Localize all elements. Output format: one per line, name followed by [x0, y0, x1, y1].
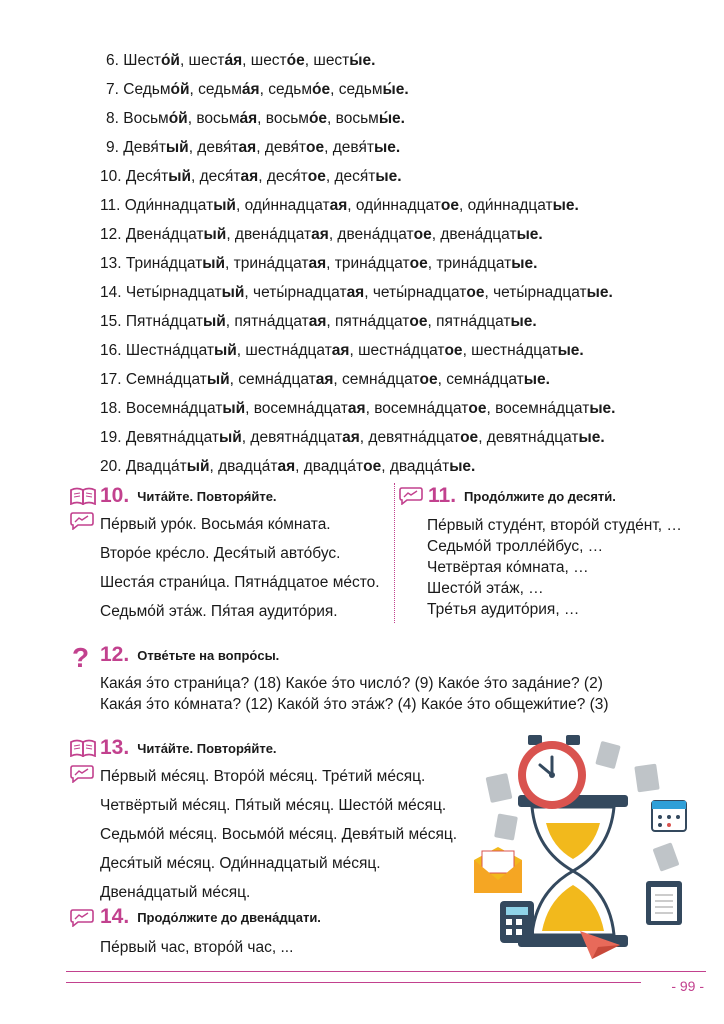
clipboard-icon — [646, 881, 682, 925]
ending-bold: ое — [307, 168, 326, 185]
ending-bold: о́е — [286, 52, 305, 69]
text-line: Пе́рвый час, второ́й час, ... — [100, 939, 294, 956]
ending-bold: . — [404, 81, 409, 98]
ending-bold: ое — [444, 342, 463, 359]
word-stem: Оди́ннадцат — [124, 197, 214, 214]
ending-bold: ый — [186, 458, 210, 475]
row-number: 12. — [100, 226, 122, 243]
ending-bold: . — [395, 139, 401, 156]
word-stem: Седьм — [123, 81, 171, 98]
ordinal-row — [100, 365, 615, 394]
ending-bold: . — [545, 371, 550, 388]
word-stem: , трина́дцат — [427, 255, 512, 272]
speech-bubble-icon — [70, 909, 94, 927]
ending-bold: ые — [552, 197, 575, 214]
word-stem: Трина́дцат — [125, 255, 203, 272]
word-stem: , восьм — [327, 110, 379, 127]
word-stem: , двена́дцат — [431, 226, 517, 243]
ending-bold: . — [533, 255, 538, 272]
row-number: 17. — [100, 371, 122, 388]
ordinal-row — [100, 75, 615, 104]
exercise-13-header — [100, 736, 277, 760]
ending-bold: ая — [347, 400, 366, 417]
word-stem: , шест — [304, 52, 350, 69]
word-stem: Восемна́дцат — [125, 400, 223, 417]
word-stem: , семна́дцат — [229, 371, 316, 388]
ending-bold: ое — [409, 255, 428, 272]
ending-bold: ые — [516, 226, 539, 243]
word-stem: , деся́т — [325, 168, 376, 185]
text-line: Кака́я э́то ко́мната? (12) Како́й э́то эта́ж? (4) Како́е э́то общежи́тие? (3) — [100, 696, 609, 713]
ending-bold: ые — [510, 313, 533, 330]
word-stem: , деся́т — [191, 168, 241, 185]
word-stem: , пятна́дцат — [225, 313, 309, 330]
row-number: 14. — [100, 284, 122, 301]
exercise-number: 11. — [428, 484, 457, 507]
ending-bold: ый — [203, 226, 227, 243]
ordinal-row — [100, 452, 615, 481]
row-number: 18. — [100, 400, 122, 417]
ordinal-row — [100, 104, 615, 133]
text-line: Седьмо́й тролле́йбус, … — [427, 538, 604, 555]
word-stem: Семна́дцат — [125, 371, 207, 388]
word-stem: , трина́дцат — [326, 255, 410, 272]
word-stem: , седьм — [330, 81, 383, 98]
ending-bold: ое — [306, 139, 325, 156]
hourglass-icon — [518, 795, 628, 947]
word-stem: Двадца́т — [125, 458, 187, 475]
ending-bold: ое — [363, 458, 382, 475]
ending-bold: . — [371, 52, 376, 69]
text-line: Пе́рвый студе́нт, второ́й студе́нт, … — [427, 517, 682, 534]
text-line: Четвёртый ме́сяц. Пя́тый ме́сяц. Шесто́й ме́сяц. — [100, 797, 447, 814]
ending-bold: о́е — [308, 110, 328, 127]
ending-bold: ы́е — [378, 110, 401, 127]
ending-bold: а́я — [239, 110, 258, 127]
word-stem: , восьм — [187, 110, 240, 127]
ending-bold: ые — [373, 139, 396, 156]
question-mark-icon: ? — [72, 642, 90, 673]
ending-bold: ое — [468, 400, 487, 417]
ending-bold: . — [532, 313, 537, 330]
ordinal-row — [100, 191, 615, 220]
exercise-number: 14. — [100, 905, 130, 928]
bottom-rule — [66, 982, 641, 983]
word-stem: , восемна́дцат — [245, 400, 348, 417]
word-stem: , восемна́дцат — [486, 400, 590, 417]
ending-bold: ые — [586, 284, 609, 301]
row-number: 10. — [100, 168, 122, 185]
ending-bold: . — [397, 168, 402, 185]
word-stem: , пятна́дцат — [427, 313, 511, 330]
exercise-title: Продо́лжите до десяти́. — [464, 488, 616, 504]
row-number: 15. — [100, 313, 122, 330]
word-stem: Двена́дцат — [125, 226, 204, 243]
envelope-icon — [474, 847, 522, 893]
text-line: Седьмо́й эта́ж. Пя́тая аудито́рия. — [100, 603, 338, 620]
word-stem: , двена́дцат — [328, 226, 414, 243]
word-stem: , трина́дцат — [225, 255, 309, 272]
ordinal-row — [100, 249, 615, 278]
exercise-10-text — [100, 510, 380, 626]
ending-bold: ый — [221, 284, 245, 301]
word-stem: , двадца́т — [295, 458, 364, 475]
row-number: 6. — [106, 52, 119, 69]
book-icon — [70, 487, 96, 505]
word-stem: , шестна́дцат — [462, 342, 558, 359]
row-number: 9. — [106, 139, 119, 156]
word-stem: , восьм — [257, 110, 309, 127]
ending-bold: о́й — [168, 110, 188, 127]
ending-bold: о́й — [170, 81, 190, 98]
row-number: 7. — [106, 81, 119, 98]
exercise-number: 10. — [100, 484, 130, 507]
calculator-icon — [500, 901, 534, 943]
ordinal-row — [100, 220, 615, 249]
word-stem: , девя́т — [256, 139, 307, 156]
ending-bold: . — [600, 429, 605, 446]
ending-bold: ая — [311, 226, 329, 243]
ordinal-list — [100, 46, 615, 481]
ending-bold: ый — [206, 371, 230, 388]
word-stem: Четы́рнадцат — [125, 284, 222, 301]
word-stem: Деся́т — [125, 168, 169, 185]
exercise-12-text — [100, 673, 609, 715]
ordinal-row — [100, 394, 615, 423]
clock-icon — [518, 735, 586, 809]
ending-bold: ый — [219, 429, 242, 446]
ending-bold: ая — [238, 139, 257, 156]
word-stem: Пятна́дцат — [125, 313, 203, 330]
word-stem: , деся́т — [258, 168, 308, 185]
text-line: Шесто́й эта́ж, … — [427, 580, 544, 597]
word-stem: , восемна́дцат — [365, 400, 469, 417]
ending-bold: ая — [331, 342, 350, 359]
ending-bold: о́й — [160, 52, 180, 69]
ending-bold: ые — [523, 371, 546, 388]
text-line: Второ́е кре́сло. Деся́тый авто́бус. — [100, 545, 341, 562]
ending-bold: . — [471, 458, 476, 475]
ending-bold: ый — [222, 400, 246, 417]
ending-bold: ая — [342, 429, 360, 446]
text-line: Двена́дцатый ме́сяц. — [100, 884, 251, 901]
ending-bold: ый — [203, 313, 226, 330]
word-stem: Шестна́дцат — [125, 342, 215, 359]
text-line: Седьмо́й ме́сяц. Восьмо́й ме́сяц. Девя́тый ме́сяц. — [100, 826, 458, 843]
speech-bubble-icon — [70, 512, 94, 530]
text-line: Деся́тый ме́сяц. Оди́ннадцатый ме́сяц. — [100, 855, 381, 872]
text-line: Тре́тья аудито́рия, … — [427, 601, 580, 618]
word-stem: , седьм — [189, 81, 242, 98]
ending-bold: ы́е — [382, 81, 405, 98]
ending-bold: ы́е — [349, 52, 372, 69]
ending-bold: ое — [409, 313, 428, 330]
ending-bold: ые — [578, 429, 601, 446]
word-stem: , пятна́дцат — [326, 313, 410, 330]
row-number: 13. — [100, 255, 122, 272]
ending-bold: . — [579, 342, 584, 359]
ordinal-row — [100, 423, 615, 452]
exercise-title: Отве́тьте на вопро́сы. — [137, 647, 280, 663]
exercise-title: Продо́лжите до двена́дцати. — [137, 909, 321, 925]
ordinal-row — [100, 307, 615, 336]
word-stem: , семна́дцат — [437, 371, 524, 388]
ending-bold: ое — [440, 197, 459, 214]
word-stem: , двадца́т — [209, 458, 278, 475]
ending-bold: ая — [308, 255, 327, 272]
exercise-title: Чита́йте. Повторя́йте. — [137, 740, 277, 756]
ending-bold: ый — [168, 168, 192, 185]
word-stem: , шест — [242, 52, 287, 69]
text-line: Кака́я э́то страни́ца? (18) Како́е э́то число́? (9) Како́е э́то зада́ние? (2) — [100, 675, 603, 692]
ending-bold: ая — [308, 313, 327, 330]
ending-bold: ые — [375, 168, 398, 185]
row-number: 16. — [100, 342, 122, 359]
word-stem: Девятна́дцат — [125, 429, 220, 446]
ending-bold: ая — [346, 284, 365, 301]
exercise-number: 13. — [100, 736, 130, 759]
ending-bold: ая — [315, 371, 334, 388]
ending-bold: ые — [511, 255, 534, 272]
ordinal-row — [100, 336, 615, 365]
book-icon — [70, 739, 96, 757]
word-stem: , девя́т — [188, 139, 239, 156]
ending-bold: . — [611, 400, 616, 417]
column-divider — [394, 483, 395, 623]
row-number: 8. — [106, 110, 119, 127]
ending-bold: ая — [329, 197, 348, 214]
word-stem: , девятна́дцат — [241, 429, 343, 446]
word-stem: , двадца́т — [381, 458, 450, 475]
ending-bold: ое — [413, 226, 432, 243]
word-stem: Шест — [123, 52, 161, 69]
word-stem: , девятна́дцат — [359, 429, 461, 446]
ending-bold: ые — [557, 342, 580, 359]
word-stem: , двена́дцат — [226, 226, 312, 243]
exercise-title: Чита́йте. Повторя́йте. — [137, 488, 277, 504]
text-line: Шеста́я страни́ца. Пятна́дцатое ме́сто. — [100, 574, 380, 591]
word-stem: , четы́рнадцат — [364, 284, 467, 301]
ending-bold: . — [608, 284, 613, 301]
exercise-11-header — [428, 484, 616, 508]
exercise-14-text — [100, 933, 293, 962]
row-number: 20. — [100, 458, 122, 475]
page-number: - 99 - — [671, 978, 704, 994]
speech-bubble-icon — [399, 487, 423, 505]
ending-bold: ый — [165, 139, 189, 156]
ending-bold: ые — [589, 400, 612, 417]
word-stem: Девя́т — [123, 139, 166, 156]
ending-bold: ый — [214, 342, 237, 359]
ending-bold: ое — [419, 371, 438, 388]
ending-bold: . — [538, 226, 543, 243]
ordinal-row — [100, 278, 615, 307]
word-stem: , шестна́дцат — [236, 342, 332, 359]
ordinal-row — [100, 133, 615, 162]
text-line: Пе́рвый уро́к. Восьма́я ко́мната. — [100, 516, 331, 533]
ending-bold: а́я — [224, 52, 243, 69]
ending-bold: а́я — [241, 81, 260, 98]
word-stem: Восьм — [123, 110, 169, 127]
word-stem: , четы́рнадцат — [484, 284, 587, 301]
word-stem: , девя́т — [324, 139, 374, 156]
bottom-rule — [66, 971, 706, 972]
word-stem: , оди́ннадцат — [459, 197, 553, 214]
exercise-number: 12. — [100, 643, 130, 666]
word-stem: , оди́ннадцат — [347, 197, 441, 214]
ending-bold: . — [574, 197, 579, 214]
ending-bold: ые — [449, 458, 472, 475]
exercise-11-text — [427, 515, 682, 620]
exercise-13-text — [100, 762, 457, 907]
ending-bold: ый — [202, 255, 225, 272]
word-stem: , семна́дцат — [333, 371, 420, 388]
speech-bubble-icon — [70, 765, 94, 783]
ending-bold: ая — [240, 168, 259, 185]
ending-bold: ое — [466, 284, 485, 301]
ending-bold: о́е — [312, 81, 331, 98]
ordinal-row — [100, 162, 615, 191]
text-line: Четвёртая ко́мната, … — [427, 559, 589, 576]
word-stem: , шестна́дцат — [349, 342, 445, 359]
ending-bold: . — [400, 110, 405, 127]
ending-bold: ая — [277, 458, 296, 475]
text-line: Пе́рвый ме́сяц. Второ́й ме́сяц. Тре́тий ме́сяц. — [100, 768, 426, 785]
row-number: 19. — [100, 429, 122, 446]
row-number: 11. — [100, 197, 121, 214]
ending-bold: ый — [213, 197, 236, 214]
word-stem: , седьм — [259, 81, 313, 98]
word-stem: , четы́рнадцат — [244, 284, 347, 301]
ending-bold: ое — [460, 429, 479, 446]
ordinal-row — [100, 46, 615, 75]
word-stem: , шест — [179, 52, 225, 69]
word-stem: , девятна́дцат — [478, 429, 579, 446]
word-stem: , оди́ннадцат — [235, 197, 330, 214]
exercise-14-header — [100, 905, 321, 929]
exercise-12-header — [100, 643, 279, 667]
calendar-icon — [652, 801, 686, 831]
exercise-10-header — [100, 484, 277, 508]
time-illustration — [470, 735, 710, 960]
